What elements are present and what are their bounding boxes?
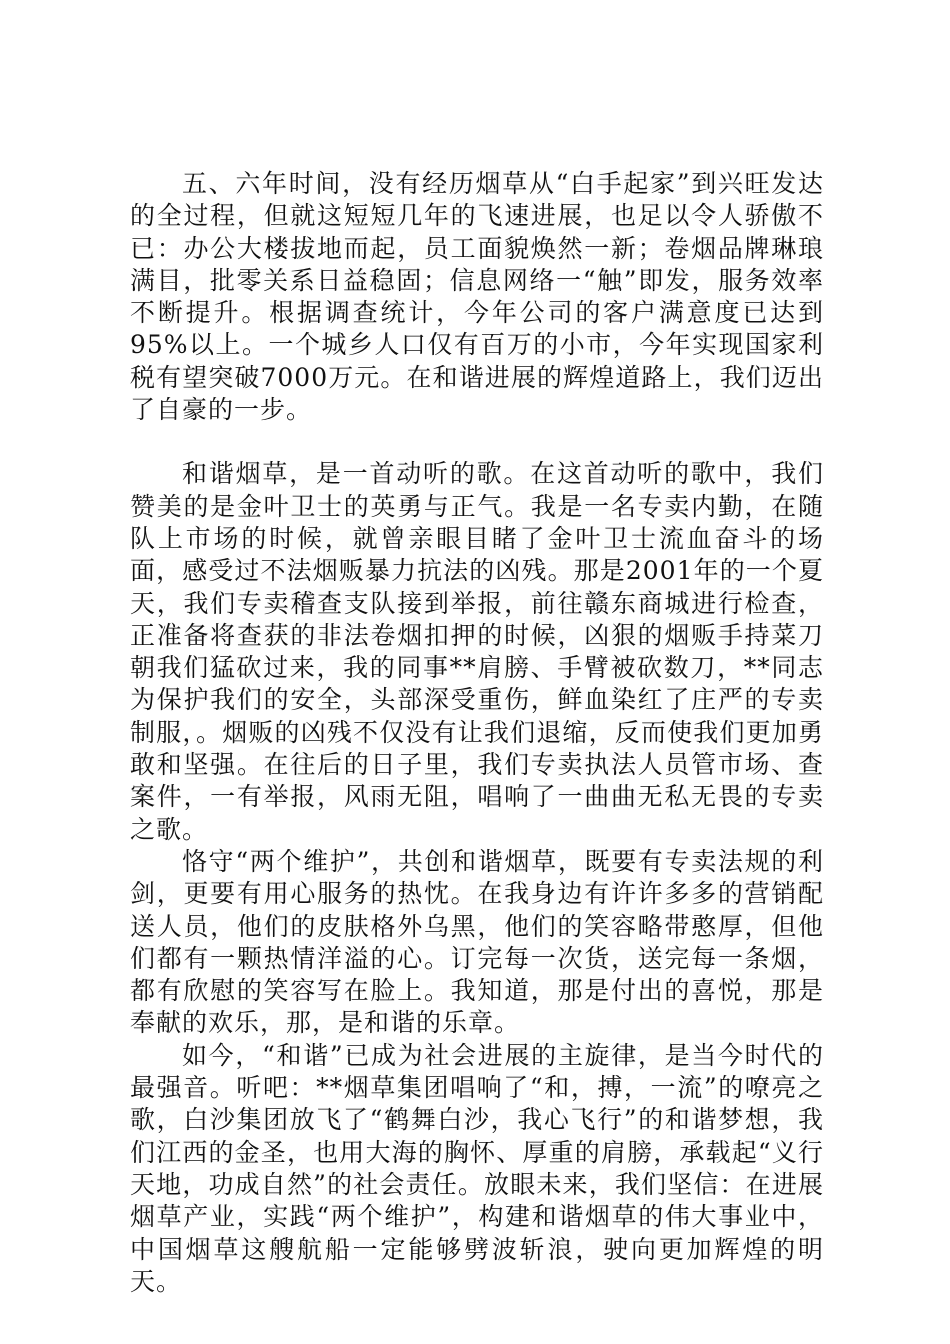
paragraph-spacer — [130, 426, 824, 458]
paragraph-3: 恪守“两个维护”，共创和谐烟草，既要有专卖法规的利剑，更要有用心服务的热忱。在我身边有许许多多的营销配送人员，他们的皮肤格外乌黑，他们的笑容略带憨厚，但他们都有一颗热情洋溢的心。订完每一次货，送完每一条烟，都有欣慰的笑容写在脸上。我知道，那是付出的喜悦，那是奉献的欢乐，那，是和谐的乐章。 — [130, 846, 824, 1038]
document-body — [130, 168, 824, 1298]
paragraph-4: 如今，“和谐”已成为社会进展的主旋律，是当今时代的最强音。听吧：**烟草集团唱响了“和，搏，一流”的嘹亮之歌，白沙集团放飞了“鹤舞白沙，我心飞行”的和谐梦想，我们江西的金圣，也用大海的胸怀、厚重的肩膀，承载起“义行天地，功成自然”的社会责任。放眼未来，我们坚信：在进展烟草产业，实践“两个维护”，构建和谐烟草的伟大事业中，中国烟草这艘航船一定能够劈波斩浪，驶向更加辉煌的明天。 — [130, 1040, 824, 1296]
paragraph-2: 和谐烟草，是一首动听的歌。在这首动听的歌中，我们赞美的是金叶卫士的英勇与正气。我是一名专卖内勤，在随队上市场的时候，就曾亲眼目睹了金叶卫士流血奋斗的场面，感受过不法烟贩暴力抗法的凶残。那是2001年的一个夏天，我们专卖稽查支队接到举报，前往赣东商城进行检查，正准备将查获的非法卷烟扣押的时候，凶狠的烟贩手持菜刀朝我们猛砍过来，我的同事**肩膀、手臂被砍数刀，**同志为保护我们的安全，头部深受重伤，鲜血染红了庄严的专卖制服，。烟贩的凶残不仅没有让我们退缩，反而使我们更加勇敢和坚强。在往后的日子里，我们专卖执法人员管市场、查案件，一有举报，风雨无阻，唱响了一曲曲无私无畏的专卖之歌。 — [130, 459, 824, 844]
paragraph-1: 五、六年时间，没有经历烟草从“白手起家”到兴旺发达的全过程，但就这短短几年的飞速进展，也足以令人骄傲不已：办公大楼拔地而起，员工面貌焕然一新；卷烟品牌琳琅满目，批零关系日益稳固；信息网络一“触”即发，服务效率不断提升。根据调查统计，今年公司的客户满意度已达到95%以上。一个城乡人口仅有百万的小市，今年实现国家利税有望突破7000万元。在和谐进展的辉煌道路上，我们迈出了自豪的一步。 — [130, 169, 824, 425]
